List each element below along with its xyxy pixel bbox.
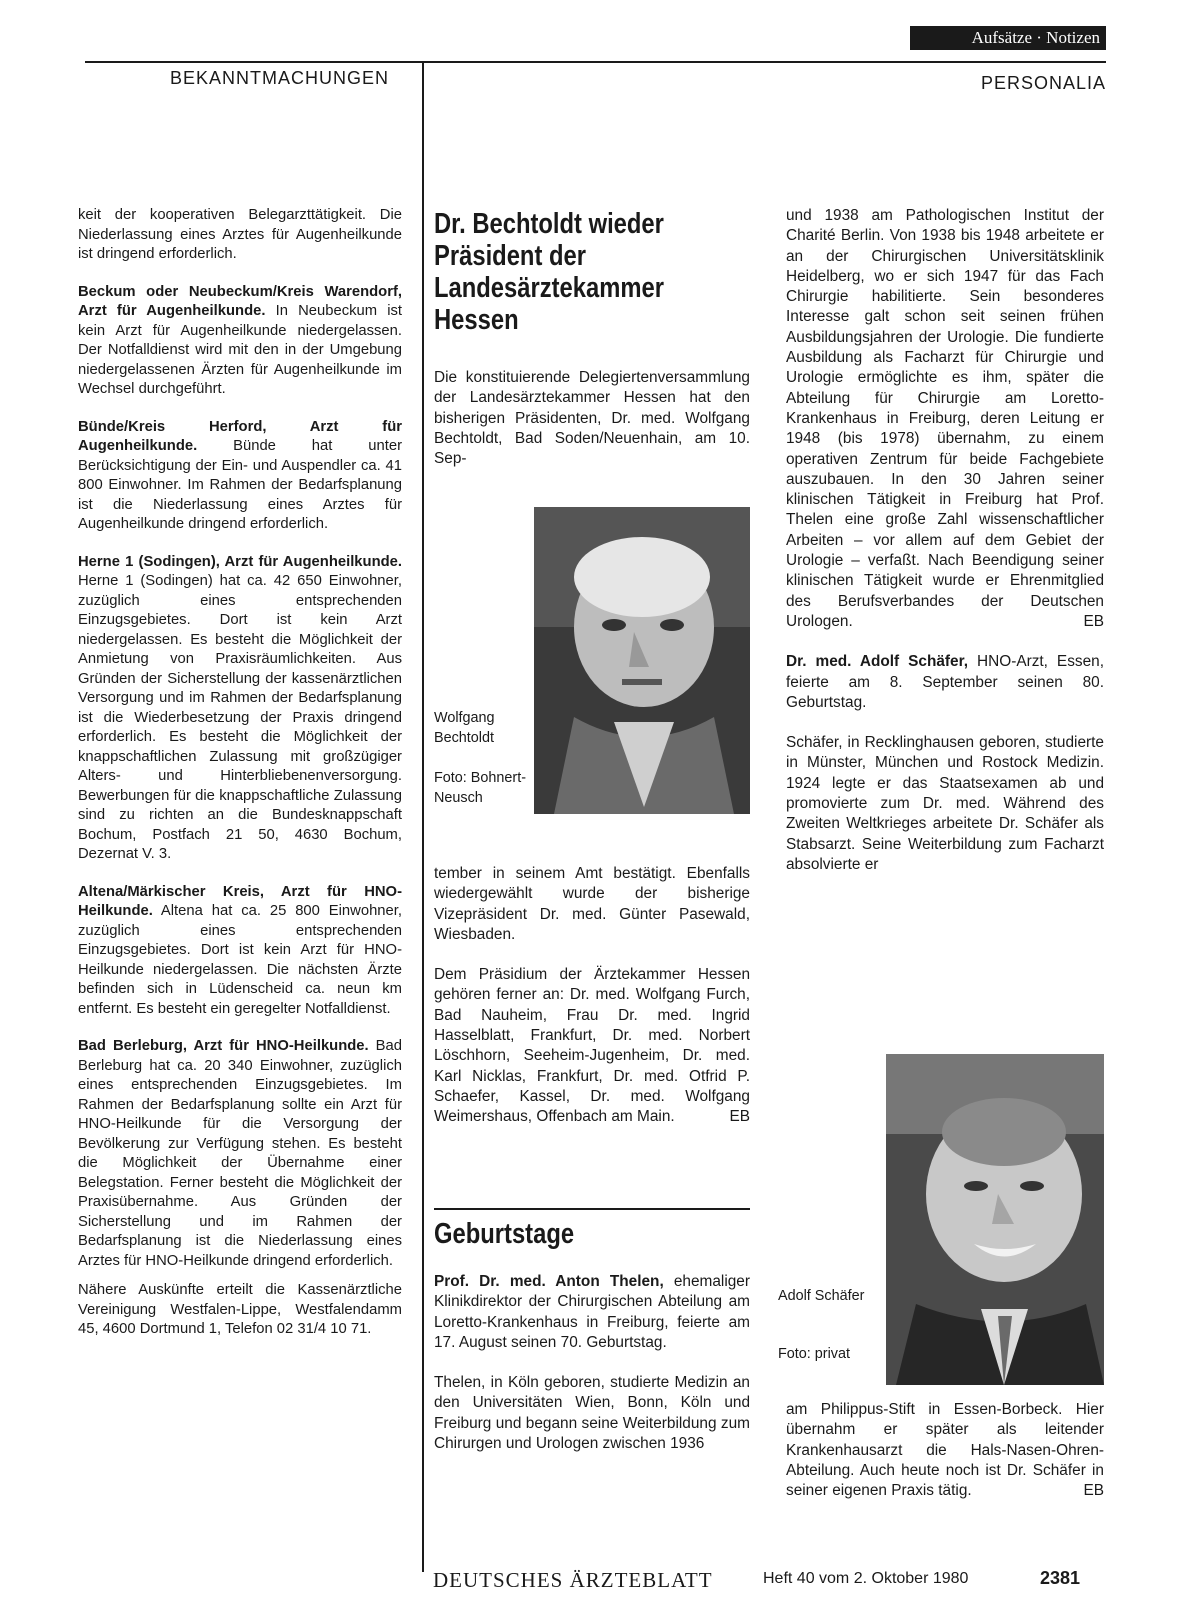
column-divider	[422, 62, 424, 1572]
author-sign: EB	[1083, 1482, 1104, 1500]
birthday-paragraph-text: und 1938 am Pathologischen Institut der Charité Berlin. Von 1938 bis 1948 arbeitete er an der Chirurgischen Universitätsklinik Heidelberg, wo er sich 1947 für das Fach Chirurgie habilitierte. Sein besonderes Interesse galt schon seit seinen frühen Ausbildungsjahren der Urologie. Die fundierte Ausbildung als Facharzt für Chirurgie und Urologie ermöglichte es ihm, später die Abteilung für Chirurgie am Loretto-Krankenhaus in Freiburg, deren Leitung er 1948 (bis 1978) übernahm, zu einem operativen Zentrum für beide Fachgebiete auszubauen. In den 30 Jahren seiner klinischen Tätigkeit in Freiburg hat Prof. Thelen eine große Zahl wissenschaftlicher Arbeiten – vor allem auf dem Gebiet der Urologie – verfaßt. Nach Beendigung seiner klinischen Tätigkeit wurde er Ehrenmitglied des Berufsverbandes der Deutschen Urologen.	[786, 207, 1104, 630]
journal-name: DEUTSCHES ÄRZTEBLATT	[433, 1568, 713, 1592]
issue-info: Heft 40 vom 2. Oktober 1980	[763, 1570, 969, 1587]
announcement-paragraph	[78, 553, 402, 865]
birthday-paragraph-text: am Philippus-Stift in Essen-Borbeck. Hier übernahm er später als leitender Krankenhausarzt die Hals-Nasen-Ohren-Abteilung. Auch heute noch ist Dr. Schäfer in seiner eigenen Praxis tätig.	[786, 1401, 1104, 1500]
birthday-paragraph	[434, 1272, 750, 1353]
photo-caption-name: Adolf Schäfer	[778, 1288, 865, 1304]
birthday-body: ehemaliger Klinikdirektor der Chirurgischen Abteilung am Loretto-Krankenhaus in Freiburg, feierte am 17. August seinen 70. Geburtstag.	[434, 1273, 750, 1351]
article-paragraph-text: Dem Präsidium der Ärztekammer Hessen gehören ferner an: Dr. med. Wolfgang Furch, Bad Nauheim, Frau Dr. med. Ingrid Hasselblatt, Frankfurt, Dr. med. Norbert Löschhorn, Seeheim-Jugenheim, Dr. med. Karl Nicklas, Frankfurt, Dr. med. Otfrid P. Schaefer, Kassel, Dr. med. Wolfgang Weimershaus, Offenbach am Main.	[434, 966, 750, 1126]
announcement-heading: Bad Berleburg, Arzt für HNO-Heilkunde.	[78, 1038, 369, 1054]
section-label-left: BEKANNTMACHUNGEN	[170, 68, 390, 88]
announcement-paragraph	[78, 418, 402, 535]
birthday-paragraph	[786, 1400, 1104, 1501]
photo-caption-credit: Foto: privat	[778, 1346, 850, 1362]
announcement-body: Bünde hat unter Berücksichtigung der Ein- und Auspendler ca. 41 800 Einwohner. Im Rahmen der Bedarfsplanung ist die Niederlassung eines Arztes für Augenheilkunde dringend erforderlich.	[78, 438, 402, 532]
portrait-photo-schaefer	[886, 1054, 1104, 1385]
announcement-paragraph	[78, 283, 402, 400]
birthday-paragraph	[786, 652, 1104, 713]
article-paragraph: Die konstituierende Delegiertenversammlung der Landesärztekammer Hessen hat den bisherigen Präsidenten, Dr. med. Wolfgang Bechtoldt, Bad Soden/Neuenhain, am 10. Sep-	[434, 369, 750, 468]
photo-caption-name: Wolfgang Bechtoldt	[434, 710, 495, 746]
announcement-heading: Herne 1 (Sodingen), Arzt für Augenheilkunde.	[78, 553, 402, 570]
author-sign: EB	[729, 1108, 750, 1126]
section-rule	[434, 1208, 750, 1210]
portrait-photo-bechtoldt	[534, 507, 750, 814]
birthday-column-right	[786, 206, 1104, 895]
birthday-paragraph	[786, 206, 1104, 632]
birthday-column-right-continued	[786, 1400, 1104, 1521]
article-continued	[434, 864, 750, 1148]
portrait-illustration	[534, 507, 750, 814]
announcement-body: Altena hat ca. 25 800 Einwohner, zuzüglich eines entsprechenden Einzugsgebietes. Dort ist kein Arzt für HNO-Heilkunde niedergelassen. Die nächsten Ärzte befinden sich in Lüdenscheid ca. neun km entfernt. Es besteht ein geregelter Notfalldienst.	[78, 903, 402, 1017]
article-intro	[434, 368, 750, 489]
announcement-body: Bad Berleburg hat ca. 20 340 Einwohner, zuzüglich eines entsprechenden Einzugsgebietes. Im Rahmen der Bedarfsplanung sollte ein Arzt für HNO-Heilkunde für die Versorgung der Bevölkerung zur Verfügung stehen. Es besteht die Möglichkeit der Übernahme einer Belegstation. Ferner besteht die Möglichkeit der Praxisübernahme. Aus Gründen der Sicherstellung und im Rahmen der Bedarfsplanung ist die Niederlassung eines Arztes für HNO-Heilkunde dringend erforderlich.	[78, 1038, 402, 1269]
announcement-body: In Neubeckum ist kein Arzt für Augenheilkunde niedergelassen. Der Notfalldienst wird mit den in der Umgebung niedergelassenen Ärzten für Augenheilkunde im Wechsel durchgeführt.	[78, 303, 402, 397]
birthday-person: Dr. med. Adolf Schäfer,	[786, 653, 969, 671]
announcement-paragraph	[78, 1037, 402, 1271]
section-label-right: PERSONALIA	[980, 73, 1106, 93]
page-number: 2381	[1040, 1568, 1081, 1588]
author-sign: EB	[1083, 612, 1104, 630]
header-rule	[85, 61, 1106, 63]
article-paragraph: tember in seinem Amt bestätigt. Ebenfalls wiedergewählt wurde der bisherige Vizepräsident Dr. med. Günter Pasewald, Wiesbaden.	[434, 865, 750, 943]
article-headline: Dr. Bechtoldt wieder Präsident der Landesärztekammer Hessen	[434, 208, 664, 336]
birthday-body: HNO-Arzt, Essen, feierte am 8. September seinen 80. Geburtstag.	[786, 653, 1104, 711]
birthday-paragraph: Thelen, in Köln geboren, studierte Medizin an den Universitäten Wien, Bonn, Köln und Freiburg und begann seine Weiterbildung zum Chirurgen und Urologen zwischen 1936	[434, 1374, 750, 1453]
section-headline: Geburtstage	[434, 1218, 575, 1250]
birthday-person: Prof. Dr. med. Anton Thelen,	[434, 1273, 664, 1290]
announcement-paragraph	[78, 883, 402, 1020]
announcement-heading: Altena/Märkischer Kreis, Arzt für HNO-Heilkunde.	[78, 883, 402, 919]
section-tab: Aufsätze · Notizen	[910, 26, 1106, 50]
photo-caption-credit: Foto: Bohnert-Neusch	[434, 770, 526, 806]
birthday-paragraph: Schäfer, in Recklinghausen geboren, studierte in Münster, München und Rostock Medizin. 1924 legte er das Staatsexamen ab und promovierte zum Dr. med. Während des Zweiten Weltkrieges arbeitete Dr. Schäfer als Stabsarzt. Seine Weiterbildung zum Facharzt absolvierte er	[786, 734, 1104, 873]
announcement-body: Herne 1 (Sodingen) hat ca. 42 650 Einwohner, zuzüglich eines entsprechenden Einzugsgebietes. Dort ist kein Arzt niedergelassen. Es besteht die Möglichkeit der Anmietung von Praxisräumlichkeiten. Aus Gründen der Sicherstellung der kassenärztlichen Versorgung und im Rahmen der Bedarfsplanung ist die Wiederbesetzung der Praxis dringend erforderlich. Es besteht die Möglichkeit der knappschaftlichen Zulassung mit großzügiger Alters- und Hinterbliebenenversorgung. Bewerbungen für die knappschaftliche Zulassung sind zu richten an die Bundesknappschaft Bochum, Postfach 21 50, 4630 Bochum, Dezernat V. 3.	[78, 573, 402, 862]
birthday-column	[434, 1272, 750, 1474]
portrait-illustration	[886, 1054, 1104, 1385]
announcements-column	[78, 206, 402, 1358]
announcement-heading: Bünde/Kreis Herford, Arzt für Augenheilkunde.	[78, 418, 402, 454]
announcement-paragraph: keit der kooperativen Belegarzttätigkeit. Die Niederlassung eines Arztes für Augenheilkunde ist dringend erforderlich.	[78, 207, 402, 262]
article-paragraph	[434, 965, 750, 1127]
announcement-heading: Beckum oder Neubeckum/Kreis Warendorf, Arzt für Augenheilkunde.	[78, 283, 402, 319]
contact-paragraph: Nähere Auskünfte erteilt die Kassenärztliche Vereinigung Westfalen-Lippe, Westfalendamm 45, 4600 Dortmund 1, Telefon 02 31/4 10 71.	[78, 1282, 402, 1337]
